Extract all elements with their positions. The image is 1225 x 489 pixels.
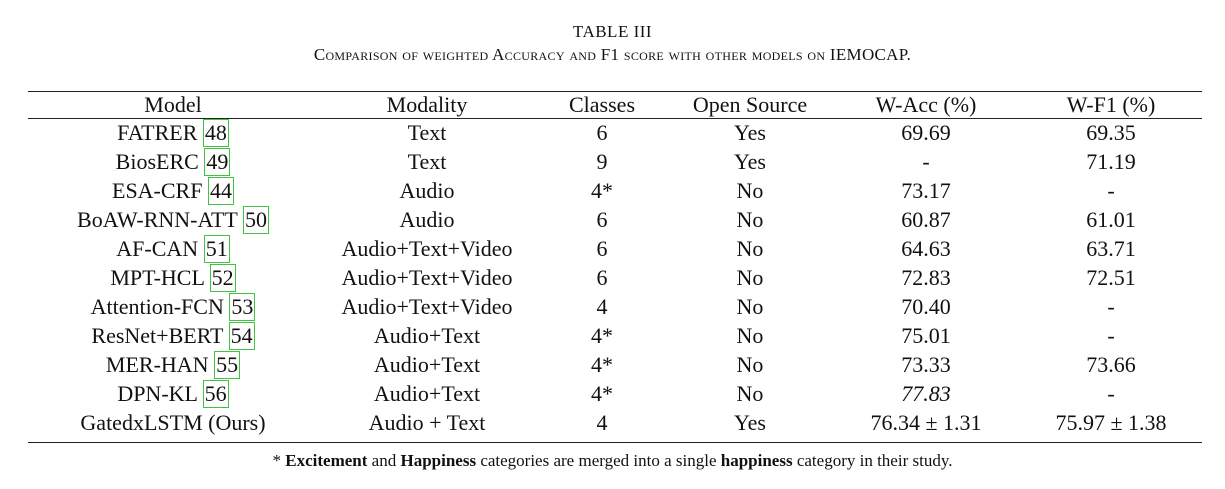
citation-link[interactable]: 53 bbox=[231, 294, 254, 319]
model-name: ESA-CRF bbox=[112, 178, 203, 203]
model-cell bbox=[28, 118, 318, 147]
wacc-cell: 76.34 ± 1.31 bbox=[870, 410, 982, 435]
model-name: FATRER bbox=[117, 120, 198, 145]
citation-link[interactable]: 50 bbox=[244, 207, 267, 232]
footnote-prefix: * bbox=[272, 451, 286, 470]
modality-cell: Text bbox=[407, 120, 447, 145]
wacc-cell: 73.17 bbox=[901, 178, 951, 203]
wf1-cell: - bbox=[1107, 381, 1115, 406]
comparison-table bbox=[28, 91, 1202, 437]
wacc-cell: 75.01 bbox=[901, 323, 951, 348]
open-source-cell: No bbox=[736, 352, 764, 377]
table-row bbox=[28, 379, 1202, 408]
modality-cell: Audio bbox=[399, 207, 455, 232]
header-wf1: W-F1 (%) bbox=[1066, 92, 1156, 117]
citation-link[interactable]: 54 bbox=[230, 323, 253, 348]
bottom-rule bbox=[28, 442, 1202, 443]
footnote-suffix: category in their study. bbox=[792, 451, 953, 470]
modality-cell: Text bbox=[407, 149, 447, 174]
classes-cell: 6 bbox=[596, 236, 608, 261]
open-source-cell: No bbox=[736, 323, 764, 348]
wf1-cell: - bbox=[1107, 178, 1115, 203]
modality-cell: Audio+Text+Video bbox=[341, 265, 513, 290]
table-row bbox=[28, 205, 1202, 234]
citation-link[interactable]: 51 bbox=[205, 236, 228, 261]
citation-link[interactable]: 48 bbox=[204, 120, 227, 145]
classes-cell: 4 bbox=[596, 294, 608, 319]
classes-cell: 6 bbox=[596, 207, 608, 232]
model-name: MPT-HCL bbox=[110, 265, 205, 290]
table-number: TABLE III bbox=[572, 22, 653, 41]
citation-link[interactable]: 52 bbox=[211, 265, 234, 290]
modality-cell: Audio+Text bbox=[373, 323, 481, 348]
open-source-cell: Yes bbox=[733, 120, 766, 145]
citation-link[interactable]: 56 bbox=[204, 381, 227, 406]
open-source-cell: No bbox=[736, 381, 764, 406]
wf1-cell: 69.35 bbox=[1086, 120, 1136, 145]
model-name: DPN-KL bbox=[117, 381, 198, 406]
open-source-cell: No bbox=[736, 207, 764, 232]
modality-cell: Audio bbox=[399, 178, 455, 203]
wf1-cell: 63.71 bbox=[1086, 236, 1136, 261]
citation-link[interactable]: 44 bbox=[209, 178, 232, 203]
table-row bbox=[28, 147, 1202, 176]
model-cell bbox=[28, 350, 318, 379]
table-footnote bbox=[0, 451, 1225, 471]
model-cell bbox=[28, 147, 318, 176]
model-name: ResNet+BERT bbox=[91, 323, 224, 348]
footnote-and: and bbox=[367, 451, 401, 470]
model-cell bbox=[28, 379, 318, 408]
classes-cell: 6 bbox=[596, 120, 608, 145]
classes-cell: 9 bbox=[596, 149, 608, 174]
wacc-cell: - bbox=[922, 149, 930, 174]
modality-cell: Audio+Text+Video bbox=[341, 236, 513, 261]
wf1-cell: 72.51 bbox=[1086, 265, 1136, 290]
model-name: MER-HAN bbox=[105, 352, 209, 377]
wacc-cell: 60.87 bbox=[901, 207, 951, 232]
model-name: Attention-FCN bbox=[90, 294, 224, 319]
footnote-middle: categories are merged into a single bbox=[476, 451, 721, 470]
model-cell bbox=[28, 263, 318, 292]
model-cell bbox=[28, 292, 318, 321]
classes-cell: 4* bbox=[591, 352, 613, 377]
wacc-cell: 69.69 bbox=[901, 120, 951, 145]
header-modality: Modality bbox=[386, 92, 468, 117]
header-classes: Classes bbox=[569, 92, 635, 117]
footnote-term-excitement: Excitement bbox=[285, 451, 368, 470]
footnote-term-happiness-merged: happiness bbox=[720, 451, 793, 470]
model-cell: GatedxLSTM (Ours) bbox=[80, 410, 266, 435]
citation-link[interactable]: 49 bbox=[206, 149, 229, 174]
model-name: AF-CAN bbox=[116, 236, 199, 261]
wf1-cell: 73.66 bbox=[1086, 352, 1136, 377]
wf1-cell: 71.19 bbox=[1086, 149, 1136, 174]
table-row bbox=[28, 292, 1202, 321]
header-wacc: W-Acc (%) bbox=[875, 92, 977, 117]
modality-cell: Audio+Text bbox=[373, 352, 481, 377]
open-source-cell: No bbox=[736, 294, 764, 319]
wf1-cell: 75.97 ± 1.38 bbox=[1055, 410, 1167, 435]
classes-cell: 4* bbox=[591, 178, 613, 203]
table-caption: Comparison of weighted Accuracy and F1 score with other models on IEMOCAP. bbox=[313, 45, 912, 64]
model-cell bbox=[28, 234, 318, 263]
wacc-cell: 64.63 bbox=[901, 236, 951, 261]
modality-cell: Audio+Text bbox=[373, 381, 481, 406]
table-row bbox=[28, 321, 1202, 350]
classes-cell: 4* bbox=[591, 381, 613, 406]
model-cell bbox=[28, 321, 318, 350]
open-source-cell: No bbox=[736, 236, 764, 261]
open-source-cell: Yes bbox=[733, 410, 766, 435]
model-name: BoAW-RNN-ATT bbox=[77, 207, 238, 232]
wf1-cell: - bbox=[1107, 323, 1115, 348]
classes-cell: 4* bbox=[591, 323, 613, 348]
ours-row bbox=[28, 408, 1202, 437]
classes-cell: 6 bbox=[596, 265, 608, 290]
open-source-cell: No bbox=[736, 178, 764, 203]
wf1-cell: - bbox=[1107, 294, 1115, 319]
table-row bbox=[28, 234, 1202, 263]
modality-cell: Audio+Text+Video bbox=[341, 294, 513, 319]
table-row bbox=[28, 263, 1202, 292]
wacc-cell: 77.83 bbox=[901, 381, 951, 406]
modality-cell: Audio + Text bbox=[368, 410, 486, 435]
open-source-cell: Yes bbox=[733, 149, 766, 174]
header-open-source: Open Source bbox=[692, 92, 808, 117]
wf1-cell: 61.01 bbox=[1086, 207, 1136, 232]
header-row bbox=[28, 91, 1202, 118]
model-name: BiosERC bbox=[115, 149, 199, 174]
open-source-cell: No bbox=[736, 265, 764, 290]
footnote-term-happiness: Happiness bbox=[400, 451, 477, 470]
model-cell bbox=[28, 205, 318, 234]
classes-cell: 4 bbox=[596, 410, 608, 435]
wacc-cell: 70.40 bbox=[901, 294, 951, 319]
table-row bbox=[28, 350, 1202, 379]
model-cell bbox=[28, 176, 318, 205]
table-row bbox=[28, 118, 1202, 147]
table-row bbox=[28, 176, 1202, 205]
wacc-cell: 72.83 bbox=[901, 265, 951, 290]
wacc-cell: 73.33 bbox=[901, 352, 951, 377]
header-model: Model bbox=[144, 92, 202, 117]
citation-link[interactable]: 55 bbox=[216, 352, 239, 377]
